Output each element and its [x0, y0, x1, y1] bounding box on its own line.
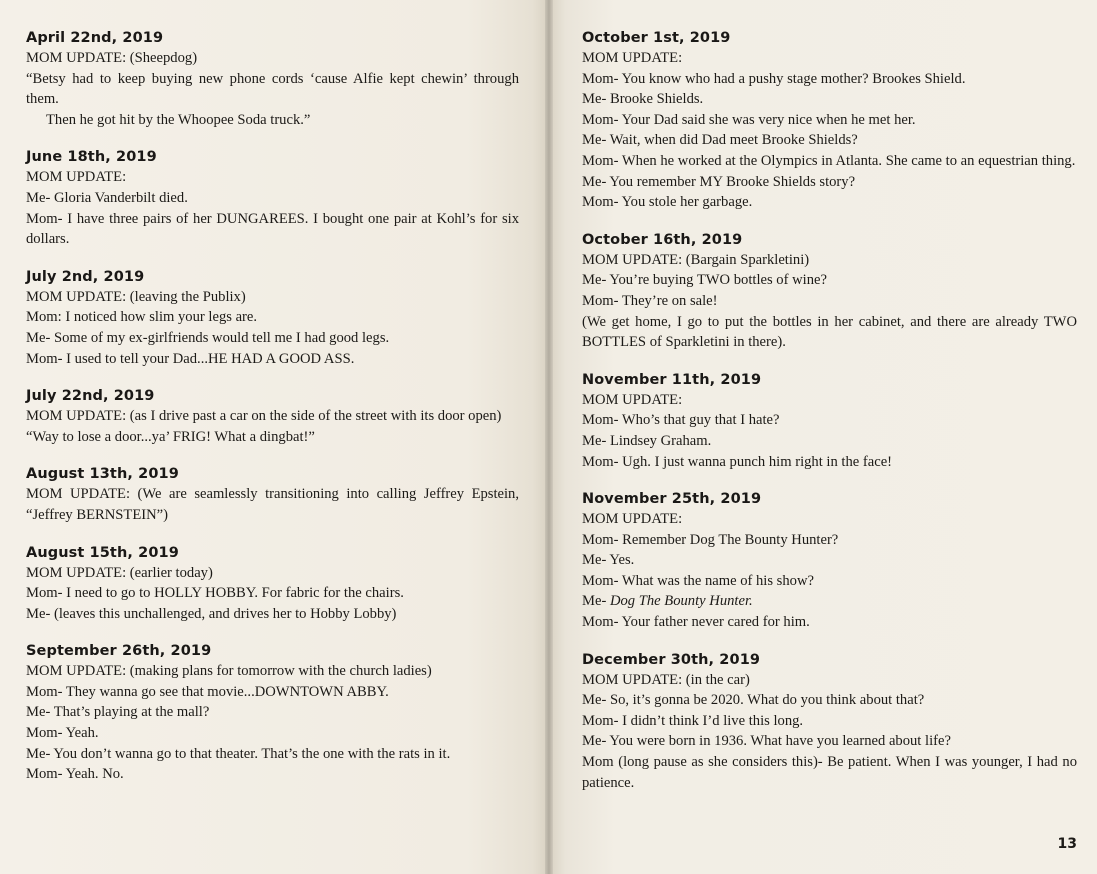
entry-line: Mom: I noticed how slim your legs are. — [26, 309, 258, 326]
entry-line: Me- Gloria Vanderbilt died. — [26, 189, 188, 206]
entry-line: Me- Brooke Shields. — [582, 91, 704, 108]
entry-line: MOM UPDATE: (as I drive past a car on the side of the street with its door open) — [26, 408, 502, 425]
entry-line: MOM UPDATE: (earlier today) — [26, 564, 213, 581]
entry-line: Me- That’s playing at the mall? — [26, 704, 210, 721]
entry-line: MOM UPDATE: (Bargain Sparkletini) — [582, 251, 810, 268]
diary-entry — [26, 267, 519, 369]
entry-line — [582, 591, 1077, 612]
left-page-entries — [26, 28, 519, 785]
entry-line: Mom- I didn’t think I’d live this long. — [582, 712, 804, 729]
entry-date: October 16th, 2019 — [582, 231, 743, 248]
diary-entry — [582, 650, 1077, 794]
entry-line: MOM UPDATE: (leaving the Publix) — [26, 288, 246, 305]
entry-line: Me- Some of my ex-girlfriends would tell me I had good legs. — [26, 329, 390, 346]
entry-line: “Betsy had to keep buying new phone cords ‘cause Alfie kept chewin’ through them. — [26, 70, 519, 108]
entry-line: Mom- You know who had a pushy stage mother? Brookes Shield. — [582, 70, 966, 87]
entry-line: Mom- They wanna go see that movie...DOWNTOWN ABBY. — [26, 683, 389, 700]
entry-line: Mom- Yeah. No. — [26, 766, 124, 783]
entry-date: November 25th, 2019 — [582, 491, 762, 508]
entry-line: MOM UPDATE: (in the car) — [582, 671, 750, 688]
book-gutter — [545, 0, 553, 874]
entry-date: August 13th, 2019 — [26, 466, 179, 483]
entry-date: July 22nd, 2019 — [26, 388, 155, 405]
diary-entry — [26, 464, 519, 525]
entry-line: Mom- I have three pairs of her DUNGAREES. I bought one pair at Kohl’s for six dollars. — [26, 210, 519, 248]
line-prefix: Me- — [582, 593, 610, 610]
entry-line: Mom- Yeah. — [26, 725, 99, 742]
entry-line: MOM UPDATE: (making plans for tomorrow with the church ladies) — [26, 663, 432, 680]
entry-line: MOM UPDATE: — [582, 391, 683, 408]
entry-line: Me- You remember MY Brooke Shields story? — [582, 173, 856, 190]
entry-line: Mom- They’re on sale! — [582, 292, 718, 309]
entry-line: Me- You’re buying TWO bottles of wine? — [582, 272, 827, 289]
right-page-entries — [582, 28, 1077, 793]
entry-date: August 15th, 2019 — [26, 544, 179, 561]
entry-date: October 1st, 2019 — [582, 30, 731, 46]
entry-line: Mom- When he worked at the Olympics in Atlanta. She came to an equestrian thing. — [582, 152, 1076, 169]
line-italic-title: Dog The Bounty Hunter. — [609, 593, 753, 610]
diary-entry — [26, 543, 519, 625]
entry-line: “Way to lose a door...ya’ FRIG! What a dingbat!” — [26, 428, 315, 445]
entry-line: MOM UPDATE: — [582, 50, 683, 66]
entry-line: Me- (leaves this unchallenged, and drives her to Hobby Lobby) — [26, 605, 397, 622]
diary-entry — [582, 230, 1077, 353]
page-number: 13 — [1057, 836, 1077, 852]
diary-entry — [26, 28, 519, 130]
entry-line: MOM UPDATE: (Sheepdog) — [26, 50, 198, 66]
entry-line: Then he got hit by the Whoopee Soda truck.” — [46, 111, 311, 128]
entry-line: (We get home, I go to put the bottles in her cabinet, and there are already TWO BOTTLES of Sparkletini in there). — [582, 313, 1077, 351]
entry-line: Mom- I used to tell your Dad...HE HAD A GOOD ASS. — [26, 350, 355, 367]
entry-date: September 26th, 2019 — [26, 643, 212, 660]
diary-entry — [582, 489, 1077, 633]
entry-date: June 18th, 2019 — [26, 149, 157, 166]
entry-line: Mom- Your Dad said she was very nice when he met her. — [582, 111, 916, 128]
entry-line: Mom- What was the name of his show? — [582, 572, 814, 589]
right-page — [549, 0, 1097, 874]
entry-date: July 2nd, 2019 — [26, 268, 145, 285]
entry-line: MOM UPDATE: (We are seamlessly transitioning into calling Jeffrey Epstein, “Jeffrey BERNSTEIN”) — [26, 486, 519, 523]
diary-entry — [26, 386, 519, 447]
entry-line: Mom- You stole her garbage. — [582, 194, 753, 211]
entry-line: MOM UPDATE: — [582, 511, 683, 528]
diary-entry — [26, 641, 519, 785]
diary-entry — [582, 370, 1077, 472]
entry-date: December 30th, 2019 — [582, 651, 761, 668]
entry-line: Me- Lindsey Graham. — [582, 432, 712, 449]
entry-line: Me- You don’t wanna go to that theater. That’s the one with the rats in it. — [26, 745, 451, 762]
entry-line: MOM UPDATE: — [26, 169, 127, 186]
entry-line: Me- So, it’s gonna be 2020. What do you think about that? — [582, 692, 925, 709]
entry-line: Me- Yes. — [582, 552, 635, 569]
entry-line: Me- You were born in 1936. What have you learned about life? — [582, 733, 951, 750]
diary-entry — [582, 28, 1077, 213]
diary-entry — [26, 147, 519, 249]
entry-line: Mom- Ugh. I just wanna punch him right in the face! — [582, 453, 893, 470]
entry-line: Mom (long pause as she considers this)- Be patient. When I was younger, I had no patience. — [582, 754, 1077, 791]
entry-line: Me- Wait, when did Dad meet Brooke Shields? — [582, 132, 858, 149]
entry-date: November 11th, 2019 — [582, 371, 762, 388]
entry-date: April 22nd, 2019 — [26, 30, 164, 46]
entry-line: Mom- Who’s that guy that I hate? — [582, 412, 780, 429]
entry-line: Mom- Remember Dog The Bounty Hunter? — [582, 531, 839, 548]
entry-line: Mom- Your father never cared for him. — [582, 614, 810, 631]
entry-line: Mom- I need to go to HOLLY HOBBY. For fabric for the chairs. — [26, 585, 404, 602]
